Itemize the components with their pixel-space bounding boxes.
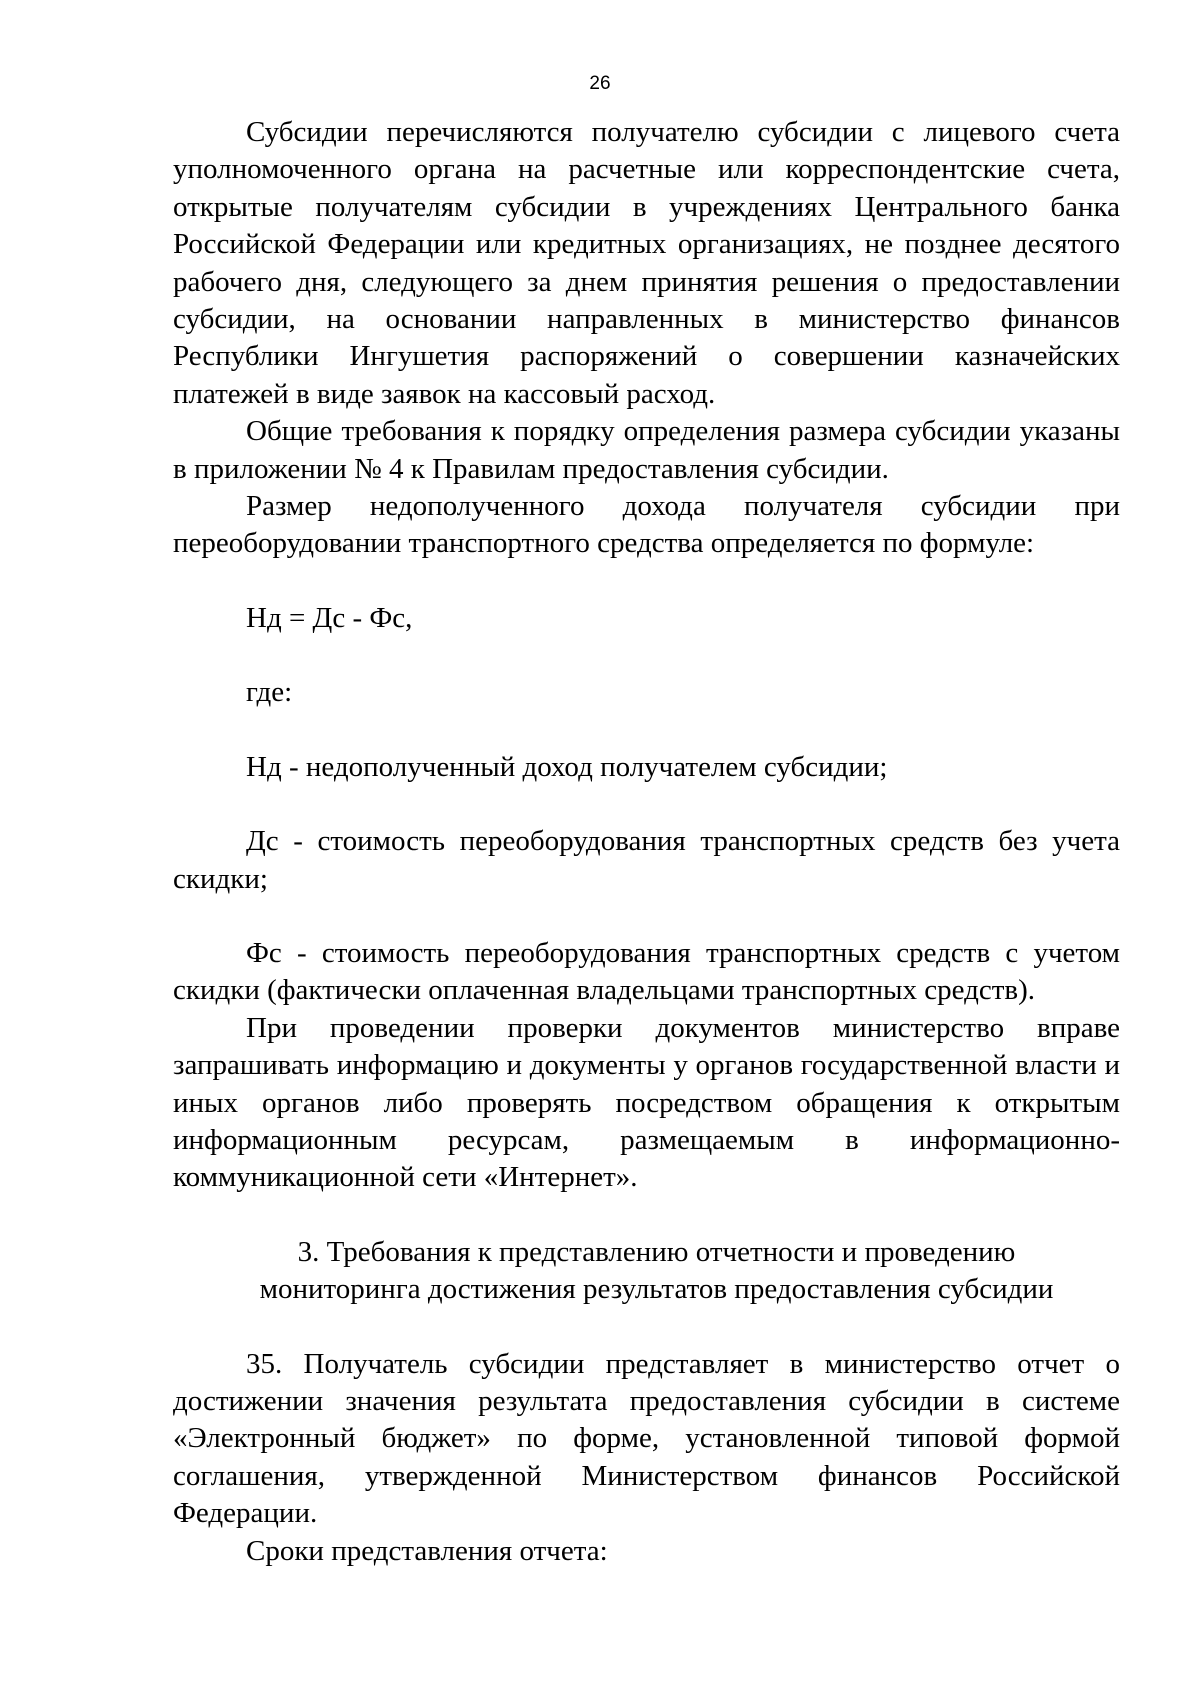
paragraph-report-deadlines: Сроки представления отчета: <box>246 1534 608 1567</box>
definition-ds: Дс - стоимость переоборудования транспортных средств без учета скидки; <box>173 825 1120 895</box>
spacer <box>173 1309 1120 1346</box>
section-heading <box>173 1234 1120 1309</box>
spacer <box>173 898 1120 935</box>
spacer <box>173 563 1120 600</box>
spacer <box>173 786 1120 823</box>
spacer <box>173 1197 1120 1234</box>
paragraph-lost-income-formula-intro: Размер недополученного дохода получателя субсидии при переоборудовании транспортного средства определяется по формуле: <box>173 490 1120 560</box>
definition-fs: Фс - стоимость переоборудования транспортных средств с учетом скидки (фактически оплаченная владельцами транспортных средств). <box>173 936 1120 1007</box>
paragraph-subsidy-transfer: Субсидии перечисляются получателю субсидии с лицевого счета уполномоченного органа на расчетные или корреспондентские счета, открытые получателям субсидии в учреждениях Центрального банка Российской Федерации или кредитных организациях, не позднее десятого рабочего дня, следующего за днем принятия решения о предоставлении субсидии, на основании направленных в министерство финансов Республики Ингушетия распоряжений о совершении казначейских платежей в виде заявок на кассовый расход. <box>173 116 1120 410</box>
page-number: 26 <box>589 73 611 94</box>
definition-nd: Нд - недополученный доход получателем субсидии; <box>246 750 888 783</box>
spacer <box>173 637 1120 674</box>
formula-where-label: где: <box>246 676 293 709</box>
spacer <box>173 712 1120 749</box>
paragraph-35-report: 35. Получатель субсидии представляет в министерство отчет о достижении значения результата предоставления субсидии в системе «Электронный бюджет» по форме, установленной типовой формой соглашения, утвержденной Министерством финансов Российской Федерации. <box>173 1347 1120 1530</box>
paragraph-general-requirements: Общие требования к порядку определения размера субсидии указаны в приложении № 4 к Правилам предоставления субсидии. <box>173 415 1120 485</box>
document-body <box>173 114 1120 1570</box>
section-heading-line-1: 3. Требования к представлению отчетности и проведению <box>297 1235 1016 1268</box>
formula: Нд = Дс - Фс, <box>246 601 413 634</box>
paragraph-document-verification: При проведении проверки документов министерство вправе запрашивать информацию и документы у органов государственной власти и иных органов либо проверять посредством обращения к открытым информационным ресурсам, размещаемым в информационно-коммуникационной сети «Интернет». <box>173 1011 1120 1194</box>
section-heading-line-2: мониторинга достижения результатов предоставления субсидии <box>259 1273 1054 1306</box>
